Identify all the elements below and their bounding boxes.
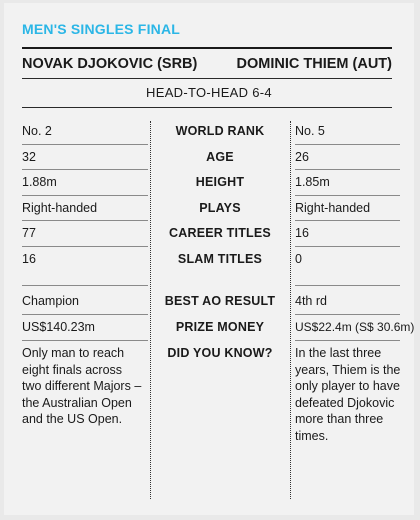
row-line [22, 246, 148, 247]
left-height: 1.88m [22, 175, 57, 189]
right-world-rank: No. 5 [295, 124, 325, 138]
left-plays: Right-handed [22, 201, 98, 215]
right-prize-money: US$22.4m (S$ 30.6m) [295, 320, 415, 334]
right-career-titles: 16 [295, 226, 309, 240]
left-did-you-know: Only man to reach eight finals across two different Majors – the Australian Open and the US Open. [22, 346, 142, 426]
row-line [22, 144, 148, 145]
h2h-rule [22, 107, 392, 108]
section-kicker: MEN'S SINGLES FINAL [22, 21, 181, 37]
player-left-name: NOVAK DJOKOVIC (SRB) [22, 56, 198, 72]
right-plays: Right-handed [295, 201, 371, 215]
left-career-titles: 77 [22, 226, 36, 240]
left-age: 32 [22, 150, 36, 164]
row-line [295, 246, 400, 247]
label-slam-titles: SLAM TITLES [177, 252, 263, 266]
label-did-you-know: DID YOU KNOW? [167, 346, 273, 360]
label-height: HEIGHT [195, 175, 245, 189]
left-prize-money: US$140.23m [22, 320, 95, 334]
row-line [295, 220, 400, 221]
row-line [295, 314, 400, 315]
right-did-you-know: In the last three years, Thiem is the only player to have defeated Djokovic more than three times. [295, 346, 401, 443]
row-line [22, 340, 148, 341]
right-slam-titles: 0 [295, 252, 302, 266]
left-world-rank: No. 2 [22, 124, 52, 138]
row-line [295, 144, 400, 145]
label-best-ao: BEST AO RESULT [164, 294, 276, 308]
label-career-titles: CAREER TITLES [169, 226, 271, 240]
player-right-name: DOMINIC THIEM (AUT) [236, 56, 392, 72]
label-age: AGE [206, 150, 234, 164]
row-line [295, 340, 400, 341]
row-line [22, 169, 148, 170]
row-line [22, 285, 148, 286]
label-prize-money: PRIZE MONEY [175, 320, 265, 334]
right-height: 1.85m [295, 175, 330, 189]
top-rule [22, 47, 392, 49]
row-line [22, 220, 148, 221]
left-slam-titles: 16 [22, 252, 36, 266]
row-line [22, 314, 148, 315]
row-line [295, 285, 400, 286]
row-line [295, 169, 400, 170]
left-divider [150, 121, 151, 499]
right-best-ao: 4th rd [295, 294, 327, 308]
row-line [295, 195, 400, 196]
comparison-card [4, 3, 414, 515]
head-to-head: HEAD-TO-HEAD 6-4 [146, 85, 272, 100]
label-plays: PLAYS [199, 201, 241, 215]
names-rule [22, 78, 392, 79]
row-line [22, 195, 148, 196]
right-age: 26 [295, 150, 309, 164]
left-best-ao: Champion [22, 294, 79, 308]
label-world-rank: WORLD RANK [175, 124, 265, 138]
right-divider [290, 121, 291, 499]
